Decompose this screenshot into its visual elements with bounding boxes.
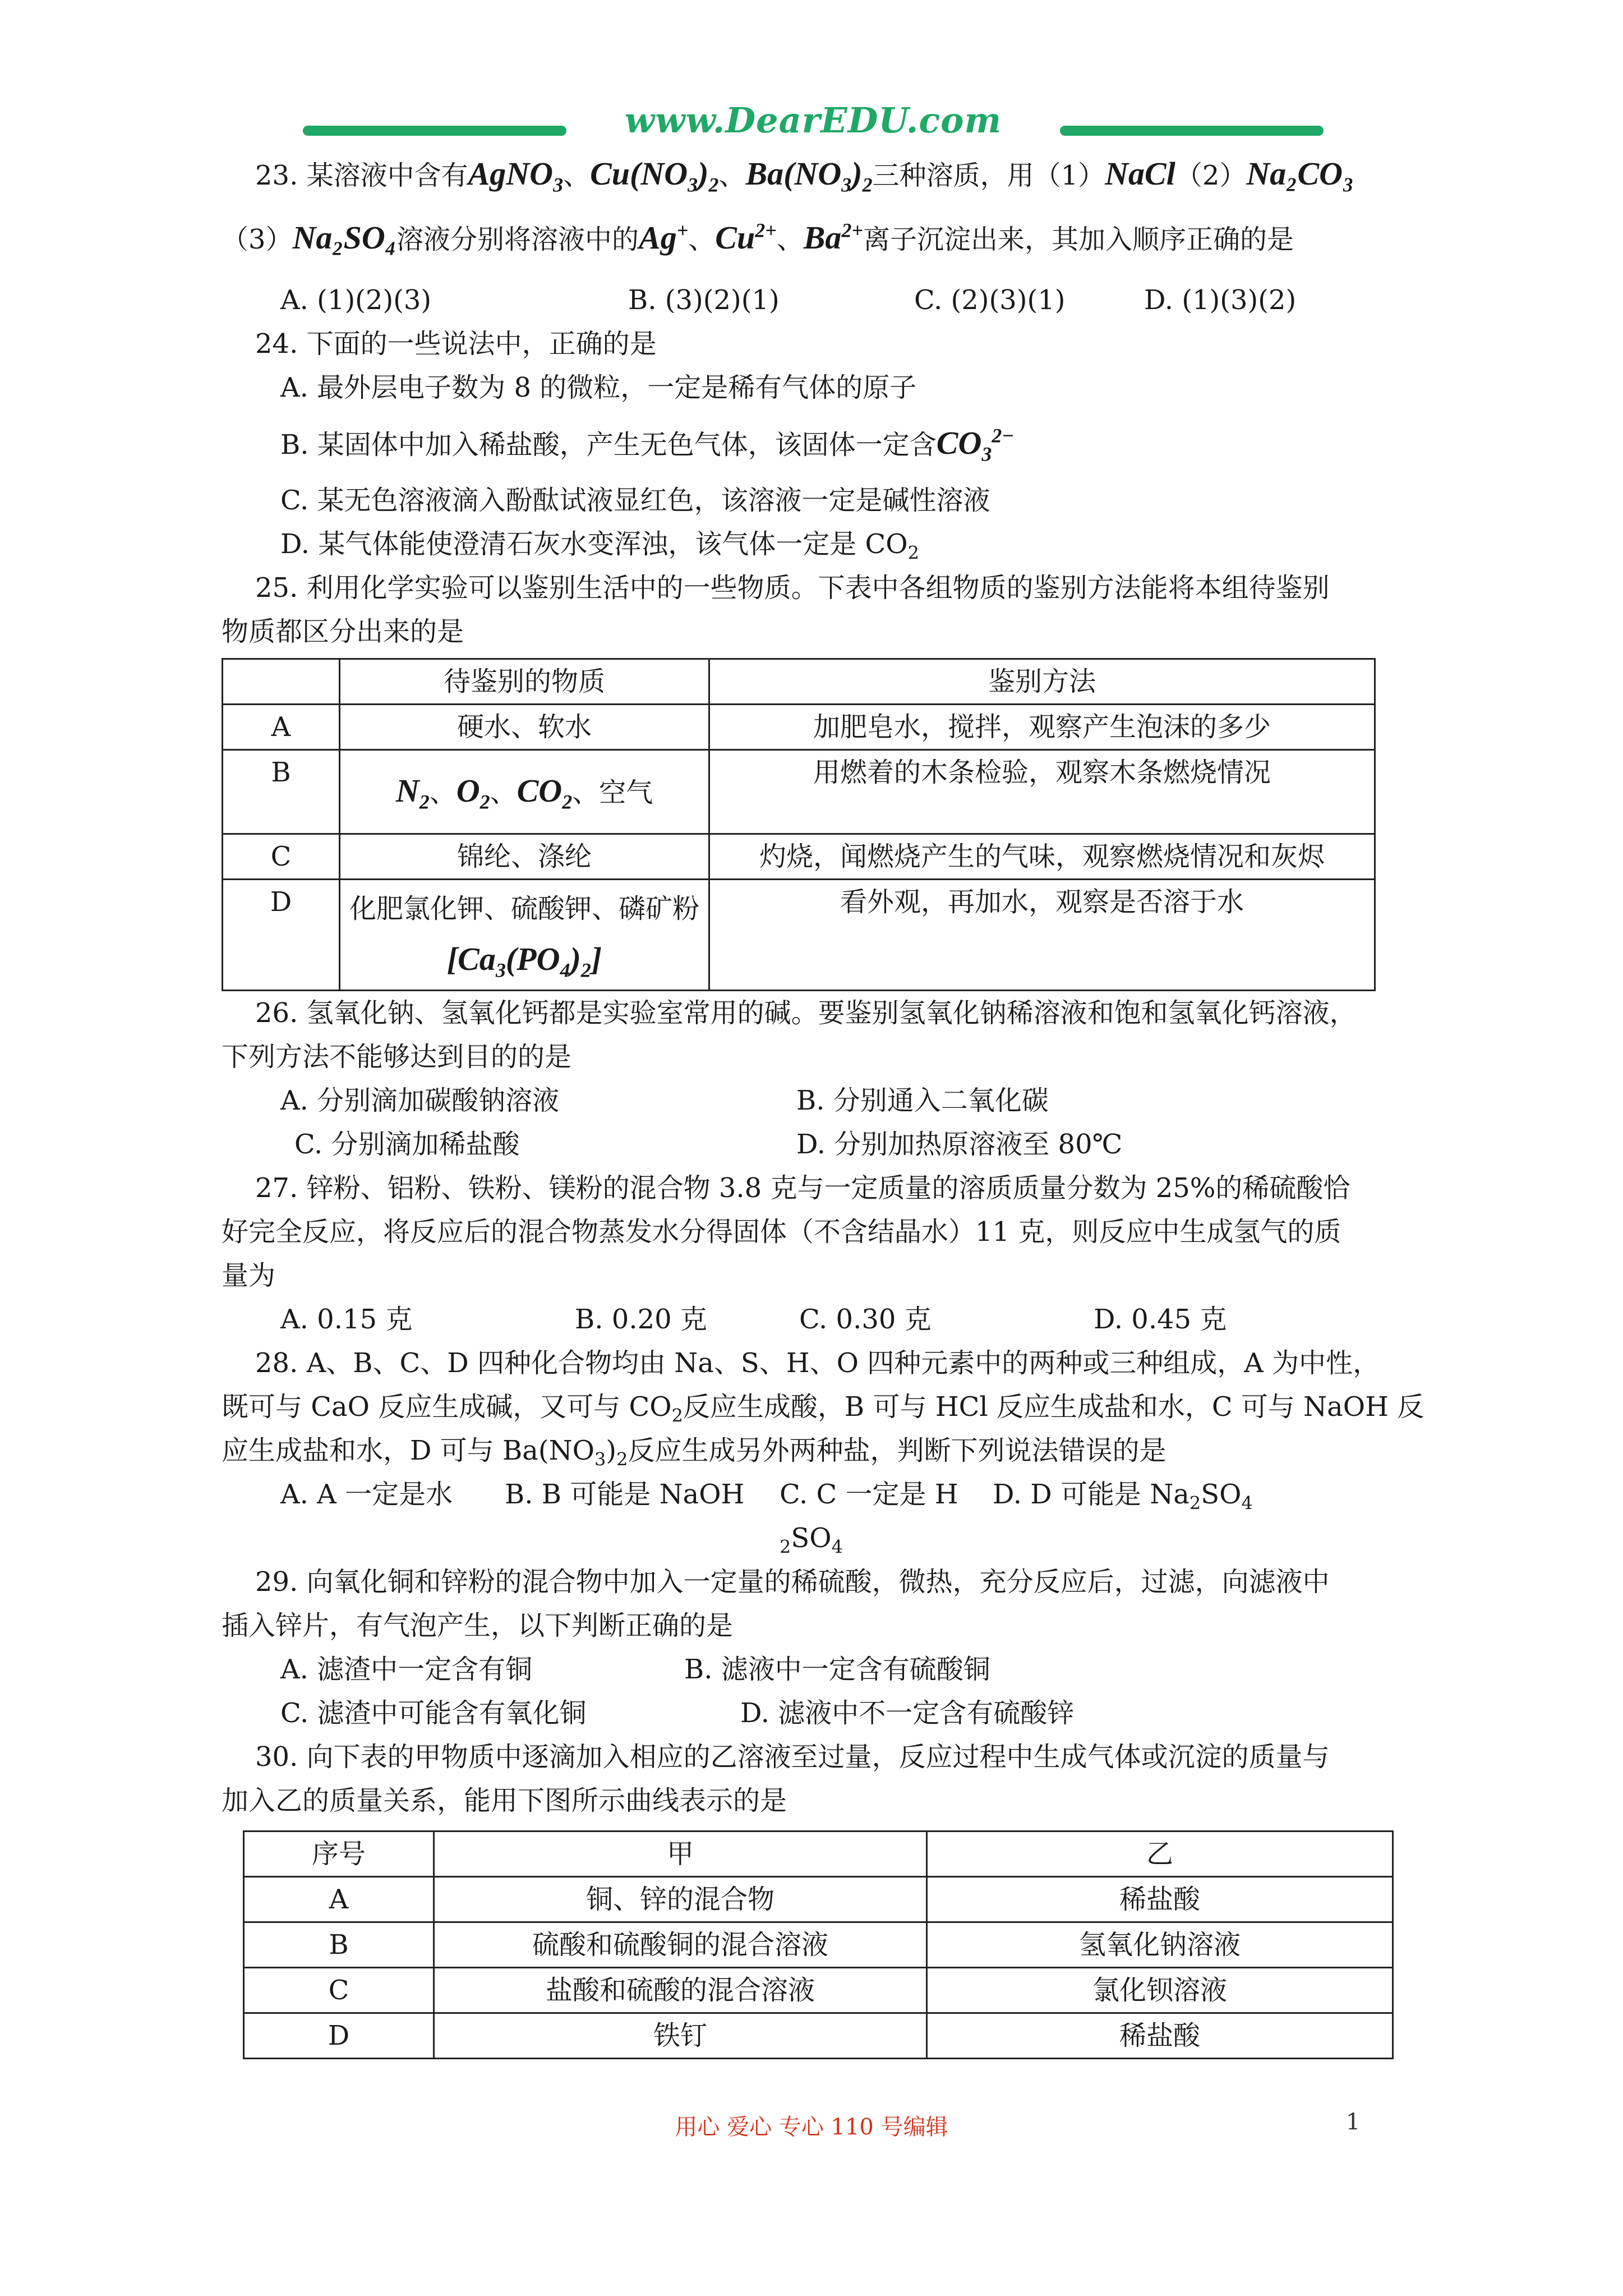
q24-option-a: A. 最外层电子数为 8 的微粒，一定是稀有气体的原子 <box>280 372 917 403</box>
q29-stem-1: 29. 向氧化铜和锌粉的混合物中加入一定量的稀硫酸，微热，充分反应后，过滤，向滤液中 <box>255 1566 1330 1598</box>
page-number: 1 <box>1346 2109 1361 2135</box>
q24-option-c: C. 某无色溶液滴入酚酞试液显红色，该溶液一定是碱性溶液 <box>280 485 990 516</box>
table-row: D 化肥氯化钾、硫酸钾、磷矿粉 $[Ca_3(PO_4)_2]$ 看外观，再加水，观察是否溶于水 <box>223 880 1375 991</box>
q30-stem-2: 加入乙的质量关系，能用下图所示曲线表示的是 <box>222 1785 787 1816</box>
q29-options-cd: C. 滤渣中可能含有氧化铜 D. 滤液中不一定含有硫酸锌 <box>280 1697 1075 1729</box>
table-row: C 锦纶、涤纶 灼烧，闻燃烧产生的气味，观察燃烧情况和灰烬 <box>223 834 1375 880</box>
q26-stem-2: 下列方法不能够达到目的的是 <box>222 1041 572 1073</box>
q30-stem-1: 30. 向下表的甲物质中逐滴加入相应的乙溶液至过量，反应过程中生成气体或沉淀的质量与 <box>255 1741 1330 1773</box>
q26-options-cd: C. 分别滴加稀盐酸 D. 分别加热原溶液至 80℃ <box>294 1129 1123 1160</box>
q26-stem-1: 26. 氢氧化钠、氢氧化钙都是实验室常用的碱。要鉴别氢氧化钠稀溶液和饱和氢氧化钙溶液， <box>255 997 1357 1029</box>
q27-stem-1: 27. 锌粉、铝粉、铁粉、镁粉的混合物 3.8 克与一定质量的溶质质量分数为 25%的稀硫酸恰 <box>255 1172 1350 1204</box>
site-name: www.DearEDU.com <box>624 100 1002 141</box>
q29-options-ab: A. 滤渣中一定含有铜 B. 滤液中一定含有硫酸铜 <box>280 1654 990 1685</box>
q25-table <box>222 658 1376 991</box>
q29-stem-2: 插入锌片，有气泡产生，以下判断正确的是 <box>222 1610 734 1641</box>
q23-line2: （3）Na₂SO₄溶液分别将溶液中的Ag+、$Cu^{2+}$、$Ba^{2+}$离子沉淀出来，其加入顺序正确的是 <box>222 219 1294 256</box>
q25-stem-2: 物质都区分出来的是 <box>222 616 464 647</box>
table-row: A 硬水、软水 加肥皂水，搅拌，观察产生泡沫的多少 <box>223 705 1375 750</box>
table-header-row: 待鉴别的物质 鉴别方法 <box>223 659 1375 705</box>
q27-stem-3: 量为 <box>222 1260 276 1291</box>
q28-options: A. A 一定是水 B. B 可能是 NaOH C. C 一定是 $H_2SO_4$ D. D 可能是 $Na_2SO_4$ <box>280 1479 1253 1558</box>
table-row: A 铜、锌的混合物 稀盐酸 <box>244 1877 1393 1922</box>
q24-option-b: B. 某固体中加入稀盐酸，产生无色气体，该固体一定含$CO_3^{2-}$ <box>280 424 1015 466</box>
table-row: B 硫酸和硫酸铜的混合溶液 氢氧化钠溶液 <box>244 1922 1393 1968</box>
table-row: C 盐酸和硫酸的混合溶液 氯化钡溶液 <box>244 1968 1393 2013</box>
table-header-row: 序号 甲 乙 <box>244 1832 1393 1877</box>
q28-stem-2: 既可与 CaO 反应生成碱，又可与 $CO_2$反应生成酸，B 可与 HCl 反应生成盐和水，C 可与 NaOH 反 <box>222 1391 1424 1427</box>
table-row: B $N_2$、$O_2$、$CO_2$、空气 用燃着的木条检验，观察木条燃烧情况 <box>223 750 1375 834</box>
q27-options: A. 0.15 克 B. 0.20 克 C. 0.30 克 D. 0.45 克 <box>280 1304 1227 1335</box>
q27-stem-2: 好完全反应，将反应后的混合物蒸发水分得固体（不含结晶水）11 克，则反应中生成氢气的质 <box>222 1216 1341 1248</box>
q28-stem-3: 应生成盐和水，D 可与 $Ba(NO_3)_2$反应生成另外两种盐，判断下列说法错误的是 <box>222 1435 1166 1470</box>
exam-content <box>222 147 1433 2059</box>
page-footer: 用心 爱心 专心 110 号编辑 <box>675 2114 948 2140</box>
table-row: D 铁钉 稀盐酸 <box>244 2013 1393 2059</box>
q26-options-ab: A. 分别滴加碳酸钠溶液 B. 分别通入二氧化碳 <box>280 1085 1049 1116</box>
q24-stem: 24. 下面的一些说法中，正确的是 <box>255 328 657 360</box>
q30-table <box>243 1830 1394 2059</box>
q25-stem-1: 25. 利用化学实验可以鉴别生活中的一些物质。下表中各组物质的鉴别方法能将本组待鉴别 <box>255 572 1330 604</box>
q28-stem-1: 28. A、B、C、D 四种化合物均由 Na、S、H、O 四种元素中的两种或三种组成，A 为中性， <box>255 1347 1380 1379</box>
q24-option-d: D. 某气体能使澄清石灰水变浑浊，该气体一定是 $CO_2$ <box>280 528 919 564</box>
q23-options: A. (1)(2)(3) B. (3)(2)(1) C. (2)(3)(1) D. (1)(3)(2) <box>280 284 1297 316</box>
q23-line1: 23. 某溶液中含有AgNO$_3$、$Cu(NO_3)_2$、$Ba(NO_3)_2$三种溶质，用（1）NaCl（2）Na₂CO₃ <box>255 155 1354 196</box>
